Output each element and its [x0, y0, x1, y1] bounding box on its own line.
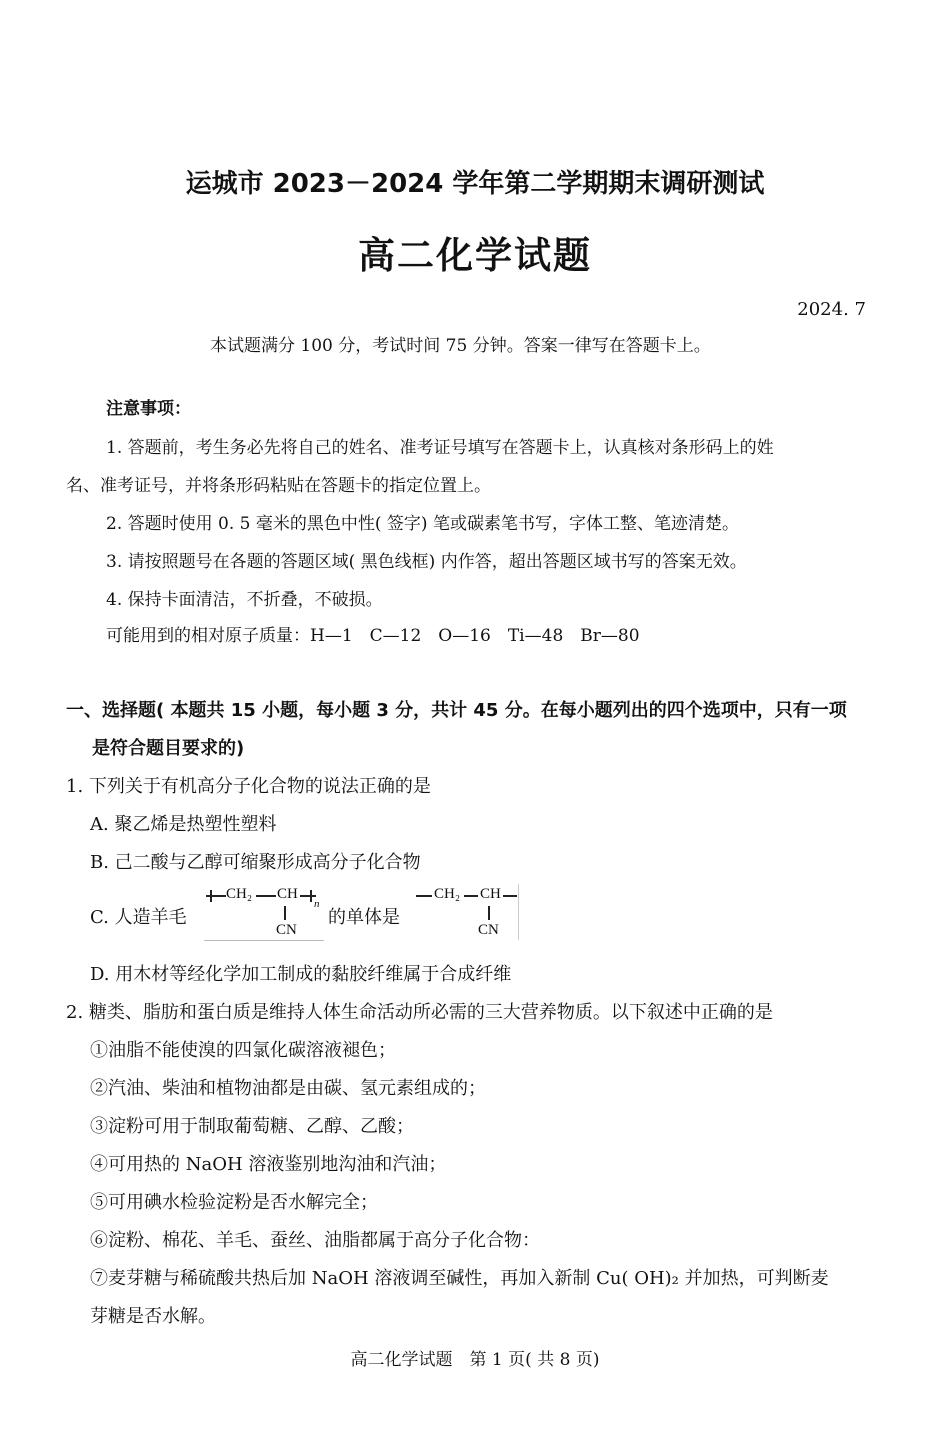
monomer-structure [414, 884, 520, 942]
question-2-statement-3: ③淀粉可用于制取葡萄糖、乙醇、乙酸； [90, 1116, 414, 1137]
polymer-ch: CH [277, 886, 298, 902]
polymer-n: n [314, 898, 320, 910]
exam-subject-title: 高二化学试题 [358, 233, 592, 277]
exam-header-title: 运城市 2023－2024 学年第二学期期末调研测试 [185, 169, 765, 199]
question-1-option-a: A. 聚乙烯是热塑性塑料 [90, 814, 277, 835]
notice-item-1-cont: 名、准考证号，并将条形码粘贴在答题卡的指定位置上。 [66, 476, 491, 496]
notice-item-2: 2. 答题时使用 0. 5 毫米的黑色中性( 签字) 笔或碳素笔书写，字体工整、笔迹清楚。 [106, 514, 739, 534]
monomer-ch2: CH₂ [434, 886, 461, 902]
notice-item-1: 1. 答题前，考生务必先将自己的姓名、准考证号填写在答题卡上，认真核对条形码上的姓 [106, 438, 774, 458]
page-footer: 高二化学试题 第 1 页( 共 8 页) [350, 1350, 600, 1370]
monomer-ch: CH [480, 886, 501, 902]
section-heading: 一、选择题( 本题共 15 小题，每小题 3 分，共计 45 分。在每小题列出的四个选项中，只有一项 [66, 700, 847, 721]
notice-item-4: 4. 保持卡面清洁，不折叠，不破损。 [106, 590, 383, 610]
atomic-mass-line: 可能用到的相对原子质量：H—1 C—12 O—16 Ti—48 Br—80 [106, 626, 640, 646]
question-2-statement-5: ⑤可用碘水检验淀粉是否水解完全； [90, 1192, 378, 1213]
polymer-ch2: CH₂ [226, 886, 253, 902]
question-2-statement-6: ⑥淀粉、棉花、羊毛、蚕丝、油脂都属于高分子化合物： [90, 1230, 540, 1251]
question-2-statement-2: ②汽油、柴油和植物油都是由碳、氢元素组成的； [90, 1078, 486, 1099]
question-1-option-c: C. 人造羊毛 [90, 907, 187, 928]
monomer-cn: CN [478, 922, 499, 938]
question-2-statement-1: ①油脂不能使溴的四氯化碳溶液褪色； [90, 1040, 396, 1061]
notice-title: 注意事项： [106, 399, 191, 419]
question-2-stem: 2. 糖类、脂肪和蛋白质是维持人体生命活动所必需的三大营养物质。以下叙述中正确的是 [66, 1002, 773, 1023]
notice-item-3: 3. 请按照题号在各题的答题区域( 黑色线框) 内作答，超出答题区域书写的答案无效。 [106, 552, 747, 572]
question-1-stem: 1. 下列关于有机高分子化合物的说法正确的是 [66, 776, 431, 797]
exam-intro: 本试题满分 100 分，考试时间 75 分钟。答案一律写在答题卡上。 [210, 336, 711, 356]
question-1-option-b: B. 己二酸与乙醇可缩聚形成高分子化合物 [90, 852, 421, 873]
polymer-cn: CN [276, 922, 297, 938]
section-heading-cont: 是符合题目要求的) [92, 738, 245, 759]
question-1-option-d: D. 用木材等经化学加工制成的黏胶纤维属于合成纤维 [90, 964, 512, 985]
question-2-statement-7: ⑦麦芽糖与稀硫酸共热后加 NaOH 溶液调至碱性，再加入新制 Cu( OH)₂ 并加热，可判断麦 [90, 1268, 829, 1289]
question-2-statement-4: ④可用热的 NaOH 溶液鉴别地沟油和汽油； [90, 1154, 447, 1175]
question-1-option-c-mid: 的单体是 [328, 907, 400, 928]
polymer-structure [204, 884, 324, 942]
exam-date: 2024. 7 [797, 299, 866, 320]
question-2-statement-7-cont: 芽糖是否水解。 [90, 1306, 216, 1327]
